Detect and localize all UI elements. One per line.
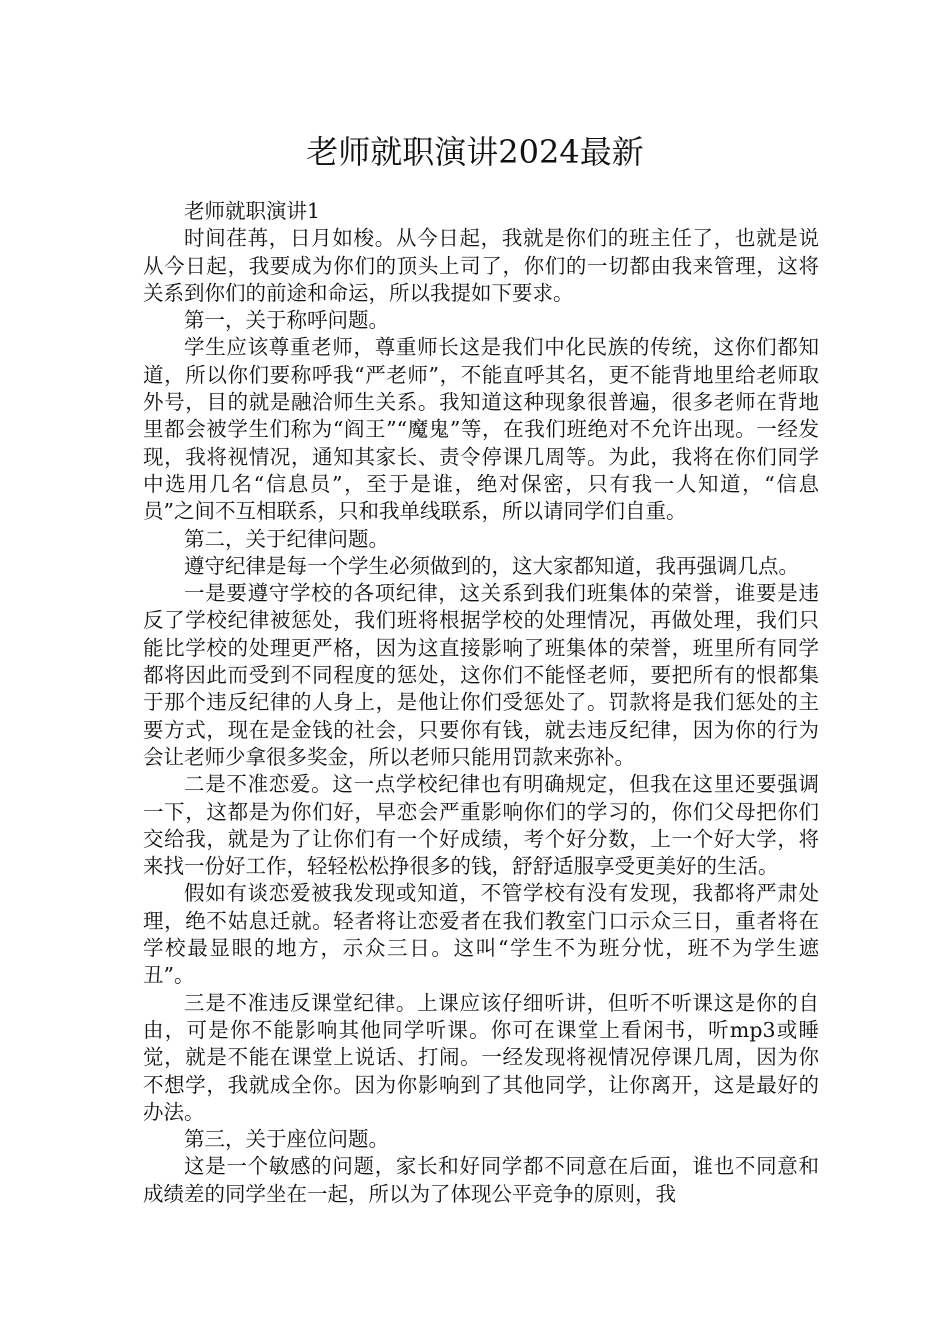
document-body: [143, 198, 819, 1208]
paragraph-discipline-rule-2: 二是不准恋爱。这一点学校纪律也有明确规定，但我在这里还要强调一下，这都是为你们好，早恋会严重影响你们的学习的，你们父母把你们交给我，就是为了让你们有一个好成绩，考个好分数，上一个好大学，将来找一份好工作，轻轻松松挣很多的钱，舒舒适服享受更美好的生活。: [143, 772, 819, 879]
paragraph-discipline-rule-1: 一是要遵守学校的各项纪律，这关系到我们班集体的荣誉，谁要是违反了学校纪律被惩处，我们班将根据学校的处理情况，再做处理，我们只能比学校的处理更严格，因为这直接影响了班集体的荣誉，班里所有同学都将因此而受到不同程度的惩处，这你们不能怪老师，要把所有的恨都集于那个违反纪律的人身上，是他让你们受惩处了。罚款将是我们惩处的主要方式，现在是金钱的社会，只要你有钱，就去违反纪律，因为你的行为会让老师少拿很多奖金，所以老师只能用罚款来弥补。: [143, 581, 819, 769]
paragraph-discipline-rule-3: 三是不准违反课堂纪律。上课应该仔细听讲，但听不听课这是你的自由，可是你不能影响其他同学听课。你可在课堂上看闲书，听mp3或睡觉，就是不能在课堂上说话、打闹。一经发现将视情况停课几周，因为你不想学，我就成全你。因为你影响到了其他同学，让你离开，这是最好的办法。: [143, 990, 819, 1124]
document-title: 老师就职演讲2024最新: [306, 133, 644, 171]
section-heading-seating: 第三，关于座位问题。: [184, 1127, 389, 1152]
paragraph-discipline-rule-2-penalty: 假如有谈恋爱被我发现或知道，不管学校有没有发现，我都将严肃处理，绝不姑息迁就。轻者将让恋爱者在我们教室门口示众三日，重者将在学校最显眼的地方，示众三日。这叫“学生不为班分忧，班不为学生遮丑”。: [143, 881, 819, 988]
paragraph-intro: 时间荏苒，日月如梭。从今日起，我就是你们的班主任了，也就是说从今日起，我要成为你们的顶头上司了，你们的一切都由我来管理，这将关系到你们的前途和命运，所以我提如下要求。: [143, 226, 819, 305]
paragraph-addressing: 学生应该尊重老师，尊重师长这是我们中化民族的传统，这你们都知道，所以你们要称呼我“严老师”，不能直呼其名，更不能背地里给老师取外号，目的就是融洽师生关系。我知道这种现象很普遍，很多老师在背地里都会被学生们称为“阎王”“魔鬼”等，在我们班绝对不允许出现。一经发现，我将视情况，通知其家长、责令停课几周等。为此，我将在你们同学中选用几名“信息员”，至于是谁，绝对保密，只有我一人知道，“信息员”之间不互相联系，只和我单线联系，所以请同学们自重。: [143, 335, 819, 524]
paragraph-discipline-intro: 遵守纪律是每一个学生必须做到的，这大家都知道，我再强调几点。: [184, 553, 799, 578]
section-heading-addressing: 第一，关于称呼问题。: [184, 308, 389, 333]
speech-heading: 老师就职演讲1: [184, 199, 321, 223]
section-heading-discipline: 第二，关于纪律问题。: [184, 526, 389, 551]
paragraph-seating: 这是一个敏感的问题，家长和好同学都不同意在后面，谁也不同意和成绩差的同学坐在一起，所以为了体现公平竞争的原则，我: [143, 1154, 819, 1206]
